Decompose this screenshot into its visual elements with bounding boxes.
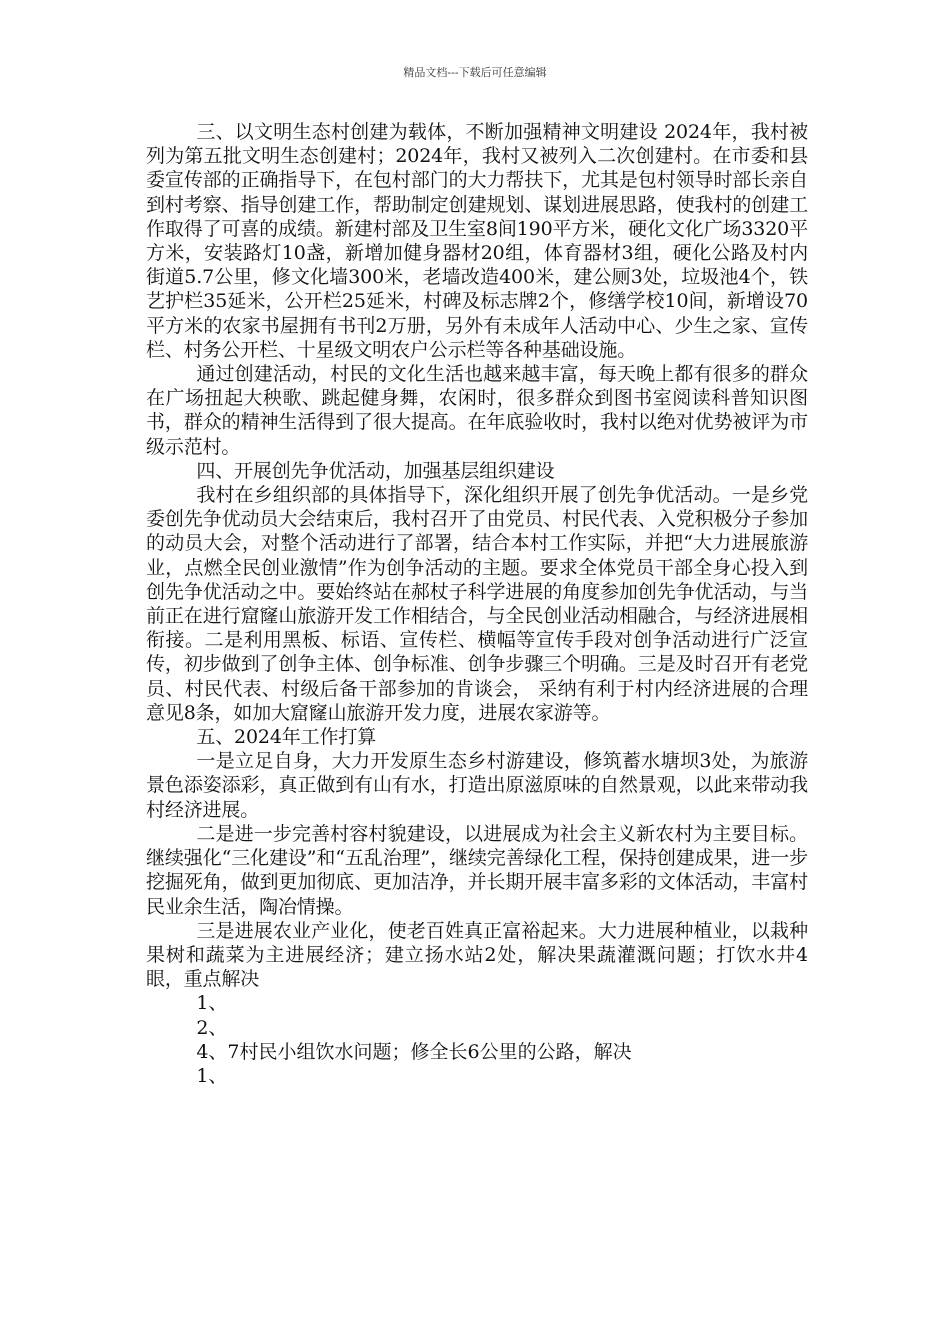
paragraph-party-activities: 我村在乡组织部的具体指导下，深化组织开展了创先争优活动。一是乡党委创先争优动员大会结束后，我村召开了由党员、村民代表、入党积极分子参加的动员大会，对整个活动进行了部署，结合本村工作实际，并把“大力进展旅游业，点燃全民创业激情”作为创争活动的主题。要求全体党员干部全身心投入到创先争优活动之中。要始终站在郝杖子科学进展的角度参加创先争优活动，与当前正在进行窟窿山旅游开发工作相结合，与全民创业活动相融合，与经济进展相衔接。二是利用黑板、标语、宣传栏、横幅等宣传手段对创争活动进行广泛宣传，初步做到了创争主体、创争标准、创争步骤三个明确。三是及时召开有老党员、村民代表、村级后备干部参加的肯谈会， 采纳有利于村内经济进展的合理意见8条，如加大窟窿山旅游开发力度，进展农家游等。 <box>146 484 808 724</box>
list-line: 1、 <box>196 1064 228 1087</box>
paragraph-plan-3: 三是进展农业产业化，使老百姓真正富裕起来。大力进展种植业，以栽种果树和蔬菜为主进展经济；建立扬水站2处，解决果蔬灌溉问题；打饮水井4眼，重点解决 <box>146 919 808 991</box>
paragraph-civilization-village: 三、以文明生态村创建为载体，不断加强精神文明建设 2024年，我村被列为第五批文明生态创建村；2024年，我村又被列入二次创建村。在市委和县委宣传部的正确指导下，在包村部门的大力帮扶下，尤其是包村领导时部长亲自到村考察、指导创建工作，帮助制定创建规划、谋划进展思路，使我村的创建工作取得了可喜的成绩。新建村部及卫生室8间190平方米，硬化文化广场3320平方米，安装路灯10盏，新增加健身器材20组，体育器材3组，硬化公路及村内街道5.7公里，修文化墙300米，老墙改造400米，建公厕3处，垃圾池4个，铁艺护栏35延米，公开栏25延米，村碑及标志牌2个，修缮学校10间，新增设70平方米的农家书屋拥有书刊2万册，另外有未成年人活动中心、少生之家、宣传栏、村务公开栏、十星级文明农户公示栏等各种基础设施。 <box>146 121 808 361</box>
list-line: 4、7村民小组饮水问题；修全长6公里的公路，解决 <box>196 1040 632 1063</box>
document-body <box>146 120 808 1088</box>
list-line: 1、 <box>196 992 228 1015</box>
section-heading-5: 五、2024年工作打算 <box>196 726 377 749</box>
paragraph-plan-1: 一是立足自身，大力开发原生态乡村游建设，修筑蓄水塘坝3处，为旅游景色添姿添彩，真正做到有山有水，打造出原滋原味的自然景观，以此来带动我村经济进展。 <box>146 750 808 821</box>
paragraph-cultural-life: 通过创建活动，村民的文化生活也越来越丰富，每天晚上都有很多的群众在广场扭起大秧歌、跳起健身舞，农闲时，很多群众到图书室阅读科普知识图书，群众的精神生活得到了很大提高。在年底验收时，我村以绝对优势被评为市级示范村。 <box>146 363 808 458</box>
page-header: 精品文档---下载后可任意编辑 <box>403 66 547 79</box>
paragraph-plan-2: 二是进一步完善村容村貌建设，以进展成为社会主义新农村为主要目标。继续强化“三化建设”和“五乱治理”，继续完善绿化工程，保持创建成果，进一步挖掘死角，做到更加彻底、更加洁净，并长期开展丰富多彩的文体活动，丰富村民业余生活，陶冶情操。 <box>146 822 808 918</box>
section-heading-4: 四、开展创先争优活动，加强基层组织建设 <box>196 459 555 482</box>
list-line: 2、 <box>196 1016 228 1039</box>
